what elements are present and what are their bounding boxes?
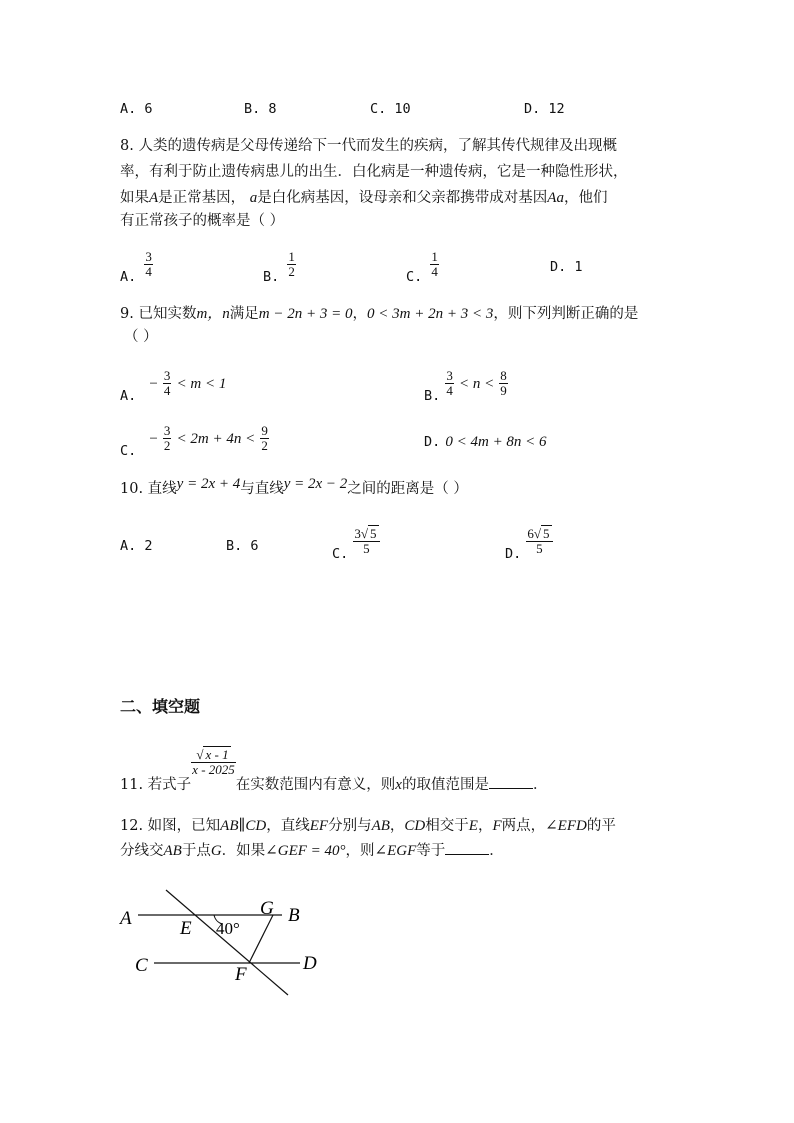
q8-line-3: 如果A是正常基因， a是白化病基因，设母亲和父亲都携带成对基因Aa，他们 [120, 190, 608, 206]
q9-option-a: $_{A.}$ − $\frac{3}{4}$ < m < 1 [120, 368, 227, 404]
q8-option-d: D. 1 [550, 259, 583, 275]
q8-line-1: 8. 人类的遗传病是父母传递给下一代而发生的疾病，了解其传代规律及出现概 [120, 138, 617, 154]
q8-line-4: 有正常孩子的概率是（ ） [120, 213, 285, 229]
q8-line-2: 率，有利于防止遗传病患儿的出生．白化病是一种遗传病，它是一种隐性形状， [120, 164, 628, 180]
section-title: 二、填空题 [120, 697, 201, 716]
q9-paren: （ ） [124, 329, 158, 345]
q11-answer-blank[interactable] [489, 774, 533, 789]
label-g: G [260, 898, 274, 919]
label-c: C [135, 955, 148, 976]
label-a: A [120, 908, 132, 929]
q11-stem: 11. 若式子 $\frac{√ x - 1}{x - 2025}$ 在实数范围内有意义，则x的取值范围是 ． [120, 747, 548, 793]
q9-option-c: $_{C.}$ − $\frac{3}{2}$ < 2m + 4n < $\frac{9}{2}$ [120, 423, 268, 459]
q10-option-d: $_{D.}$ $\frac{6√ 5}{5}$ [505, 527, 553, 556]
q10-stem: 10. 直线y = 2x + 4与直线y = 2x − 2之间的距离是（ ） [120, 476, 468, 497]
q10-option-c: $_{C.}$ $\frac{3√ 5}{5}$ [332, 527, 380, 556]
q7-option-d: D. 12 [524, 101, 565, 117]
q10-option-b: B. 6 [226, 538, 259, 554]
q7-option-c: C. 10 [370, 101, 411, 117]
q9-option-d: D. 0 < 4m + 8n < 6 [424, 434, 547, 450]
q12-line-2: 分线交AB于点G．如果∠GEF = 40°，则∠EGF等于 ． [120, 838, 504, 864]
geometry-figure [110, 880, 340, 1005]
label-f: F [235, 964, 247, 985]
q12-line-1: 12. 如图，已知AB∥CD，直线EF分别与AB，CD相交于E，F两点，∠EFD的平 [120, 818, 616, 834]
q9-stem: 9. 已知实数m，n满足m − 2n + 3 = 0，0 < 3m + 2n + 3 < 3，则下列判断正确的是 [120, 306, 639, 322]
label-d: D [303, 953, 317, 974]
q8-option-b: B. $\frac{1}{2}$ [263, 249, 295, 285]
label-e: E [180, 918, 192, 939]
q10-option-a: A. 2 [120, 538, 153, 554]
q12-answer-blank[interactable] [445, 840, 489, 855]
angle-label: 40° [216, 919, 240, 938]
q9-option-b: $_{B.}$ $\frac{3}{4}$ < n < $\frac{8}{9}$ [424, 368, 507, 404]
q7-option-a: A. 6 [120, 101, 153, 117]
label-b: B [288, 905, 300, 926]
line-fg [249, 915, 273, 963]
q7-option-b: B. 8 [244, 101, 277, 117]
q8-option-c: C. $\frac{1}{4}$ [406, 249, 438, 285]
q8-option-a: A. $\frac{3}{4}$ [120, 249, 152, 285]
